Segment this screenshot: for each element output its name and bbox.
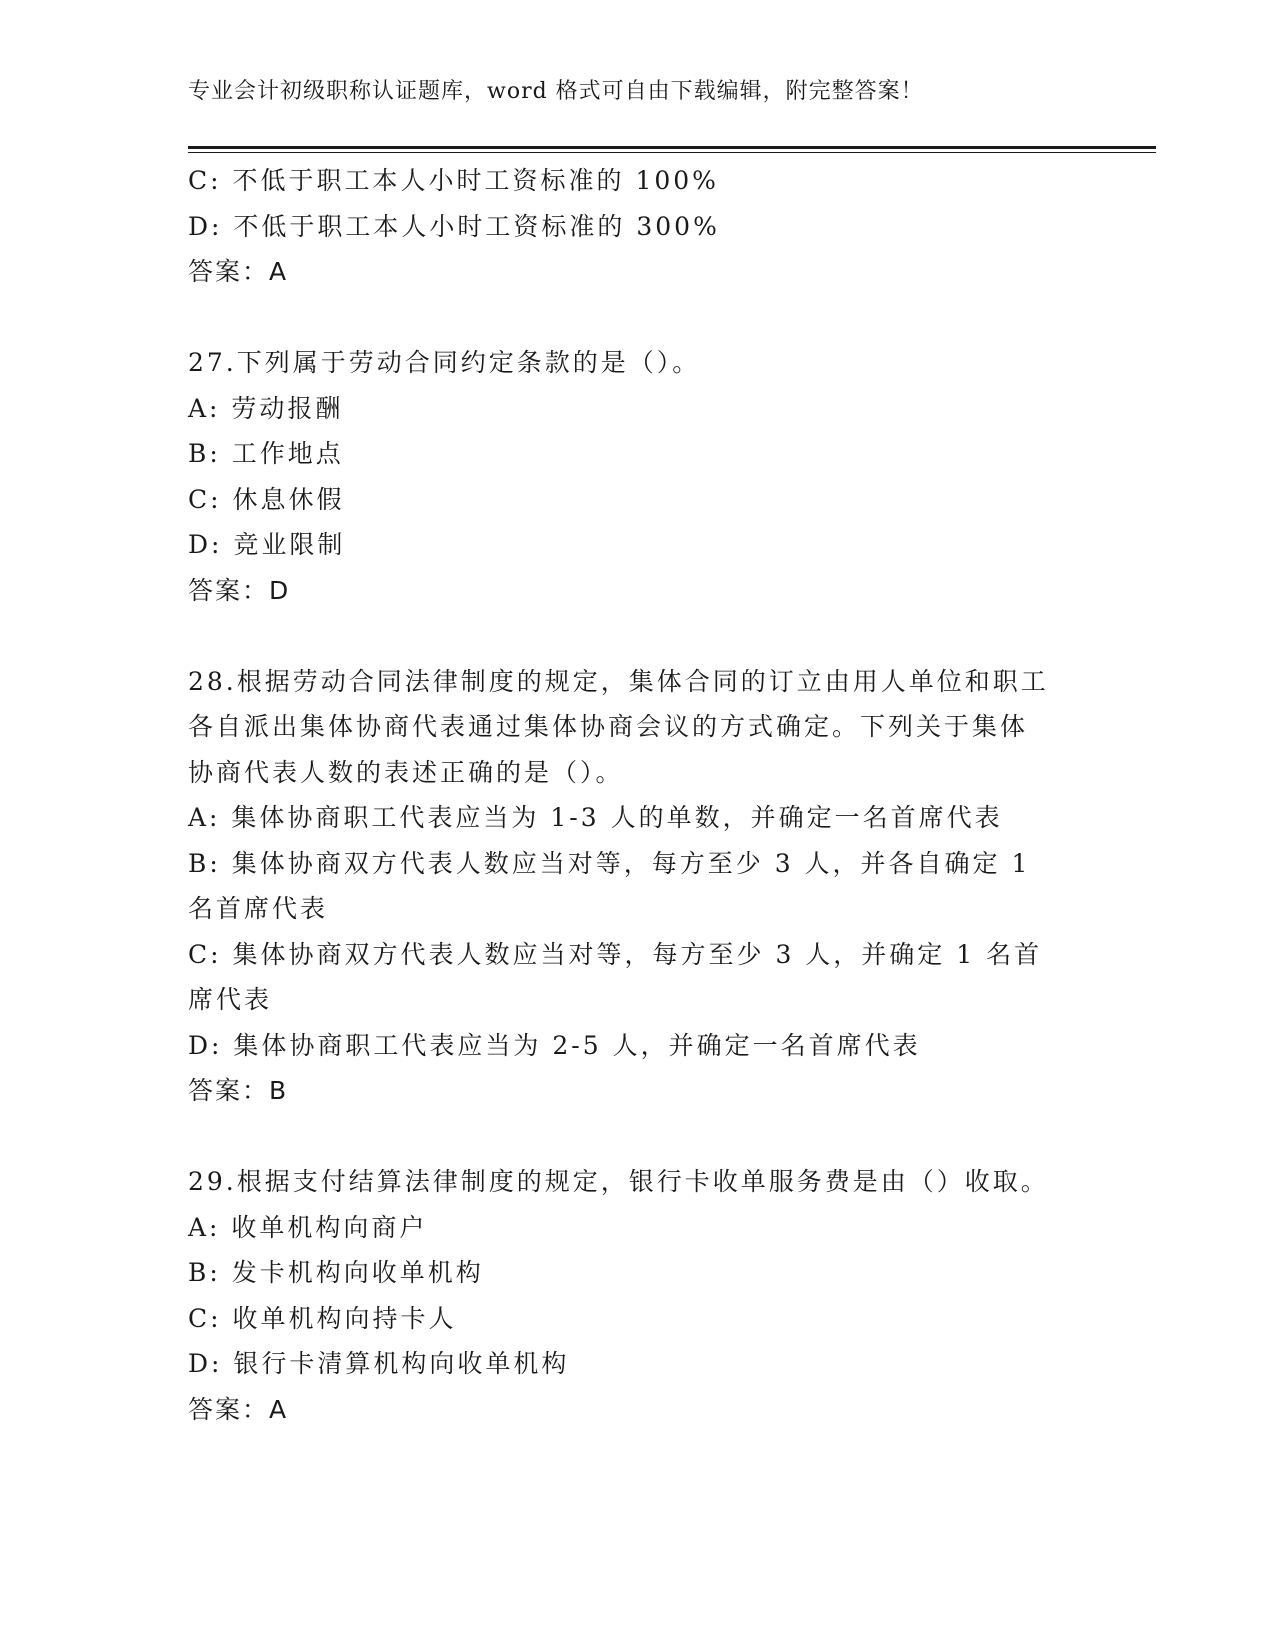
spacer [188,1114,1088,1160]
question-28 [188,659,1088,1114]
header-rule-thin [188,152,1156,153]
answer-line: 答案：B [188,1076,289,1105]
option-a: A: 劳动报酬 [188,393,344,423]
option-b: B: 集体协商双方代表人数应当对等，每方至少 3 人，并各自确定 1 [188,848,1031,878]
answer-line: 答案：D [188,575,291,605]
option-c: C: 不低于职工本人小时工资标准的 100% [188,166,719,195]
option-b-continued: 名首席代表 [188,894,329,923]
option-c: C: 收单机构向持卡人 [188,1303,457,1333]
option-c: C: 集体协商双方代表人数应当对等，每方至少 3 人，并确定 1 名首 [188,939,1043,969]
option-d: D: 竞业限制 [188,530,346,559]
spacer [188,613,1088,659]
option-a: A: 集体协商职工代表应当为 1-3 人的单数，并确定一名首席代表 [188,803,1003,832]
question-stem: 29.根据支付结算法律制度的规定，银行卡收单服务费是由（）收取。 [188,1167,1049,1196]
previous-question-tail [188,158,1088,295]
header-rule-thick [188,146,1156,149]
option-b: B: 工作地点 [188,439,344,468]
question-stem: 协商代表人数的表述正确的是（）。 [188,757,624,787]
option-b: B: 发卡机构向收单机构 [188,1258,484,1287]
question-27 [188,340,1088,613]
option-c-continued: 席代表 [188,985,273,1014]
option-d: D: 银行卡清算机构向收单机构 [188,1349,570,1378]
question-stem: 28.根据劳动合同法律制度的规定，集体合同的订立由用人单位和职工 [188,666,1049,696]
option-d: D: 不低于职工本人小时工资标准的 300% [188,211,720,241]
option-a: A: 收单机构向商户 [188,1212,428,1242]
question-content [188,158,1088,1432]
option-c: C: 休息休假 [188,484,345,514]
option-d: D: 集体协商职工代表应当为 2-5 人，并确定一名首席代表 [188,1030,921,1060]
question-stem: 27.下列属于劳动合同约定条款的是（）。 [188,348,701,377]
answer-line: 答案：A [188,1394,289,1424]
page-header: 专业会计初级职称认证题库，word 格式可自由下载编辑，附完整答案！ [188,79,924,104]
question-stem: 各自派出集体协商代表通过集体协商会议的方式确定。下列关于集体 [188,712,1029,741]
answer-line: 答案：A [188,257,289,286]
question-29 [188,1159,1088,1432]
spacer [188,295,1088,341]
